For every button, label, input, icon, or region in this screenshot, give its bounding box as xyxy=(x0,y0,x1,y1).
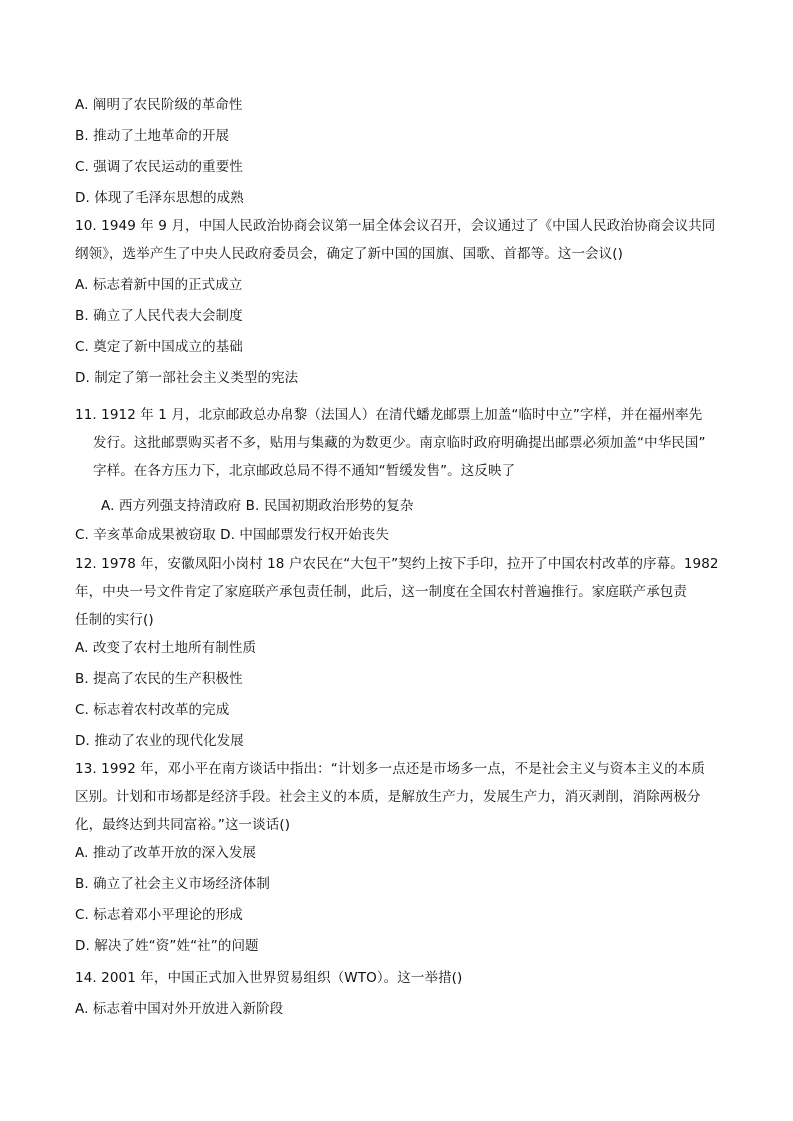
q12-stem-line-2: 年，中央一号文件肯定了家庭联产承包责任制，此后，这一制度在全国农村普遍推行。家庭联产承包责 xyxy=(75,584,687,600)
q11-stem-line-2: 发行。这批邮票购买者不多，贴用与集藏的为数更少。南京临时政府明确提出邮票必须加盖“中华民国” xyxy=(93,435,706,451)
q13-stem-line-2: 区别。计划和市场都是经济手段。社会主义的本质，是解放生产力，发展生产力，消灭剥削，消除两极分 xyxy=(75,789,701,805)
q9-option-a: A. 阐明了农民阶级的革命性 xyxy=(75,97,243,113)
q10-stem-line-1: 10. 1949 年 9 月，中国人民政治协商会议第一届全体会议召开，会议通过了《中国人民政治协商会议共同 xyxy=(75,218,716,234)
q12-option-d: D. 推动了农业的现代化发展 xyxy=(75,733,244,749)
q12-option-a: A. 改变了农村土地所有制性质 xyxy=(75,640,257,656)
q10-option-d: D. 制定了第一部社会主义类型的宪法 xyxy=(75,370,299,386)
q11-stem-line-3: 字样。在各方压力下，北京邮政总局不得不通知“暂缓发售”。这反映了 xyxy=(93,463,516,479)
q11-options-line-1: A. 西方列强支持清政府 B. 民国初期政治形势的复杂 xyxy=(101,498,414,514)
q9-option-d: D. 体现了毛泽东思想的成熟 xyxy=(75,190,244,206)
q10-option-c: C. 奠定了新中国成立的基础 xyxy=(75,339,243,355)
q12-option-b: B. 提高了农民的生产积极性 xyxy=(75,671,243,687)
q14-option-a: A. 标志着中国对外开放进入新阶段 xyxy=(75,1001,284,1017)
q9-option-b: B. 推动了土地革命的开展 xyxy=(75,128,230,144)
q11-stem-line-1: 11. 1912 年 1 月，北京邮政总办帛黎（法国人）在清代蟠龙邮票上加盖“临时中立”字样，并在福州率先 xyxy=(75,407,703,423)
q13-option-a: A. 推动了改革开放的深入发展 xyxy=(75,845,257,861)
q10-option-a: A. 标志着新中国的正式成立 xyxy=(75,277,243,293)
q10-stem-line-2: 纲领》，选举产生了中央人民政府委员会，确定了新中国的国旗、国歌、首都等。这一会议() xyxy=(75,246,623,262)
q11-options-line-2: C. 辛亥革命成果被窃取 D. 中国邮票发行权开始丧失 xyxy=(75,527,389,543)
q10-option-b: B. 确立了人民代表大会制度 xyxy=(75,308,243,324)
q12-stem-line-1: 12. 1978 年，安徽凤阳小岗村 18 户农民在“大包干”契约上按下手印，拉开了中国农村改革的序幕。1982 xyxy=(75,556,719,572)
q12-stem-line-3: 任制的实行() xyxy=(75,612,154,628)
q13-option-d: D. 解决了姓“资”姓“社”的问题 xyxy=(75,938,259,954)
q9-option-c: C. 强调了农民运动的重要性 xyxy=(75,159,243,175)
q13-stem-line-1: 13. 1992 年，邓小平在南方谈话中指出：“计划多一点还是市场多一点，不是社会主义与资本主义的本质 xyxy=(75,761,706,777)
q13-option-b: B. 确立了社会主义市场经济体制 xyxy=(75,876,270,892)
q13-option-c: C. 标志着邓小平理论的形成 xyxy=(75,907,243,923)
q13-stem-line-3: 化，最终达到共同富裕。”这一谈话() xyxy=(75,817,291,833)
q14-stem-line-1: 14. 2001 年，中国正式加入世界贸易组织（WTO）。这一举措() xyxy=(75,970,463,986)
q12-option-c: C. 标志着农村改革的完成 xyxy=(75,702,230,718)
